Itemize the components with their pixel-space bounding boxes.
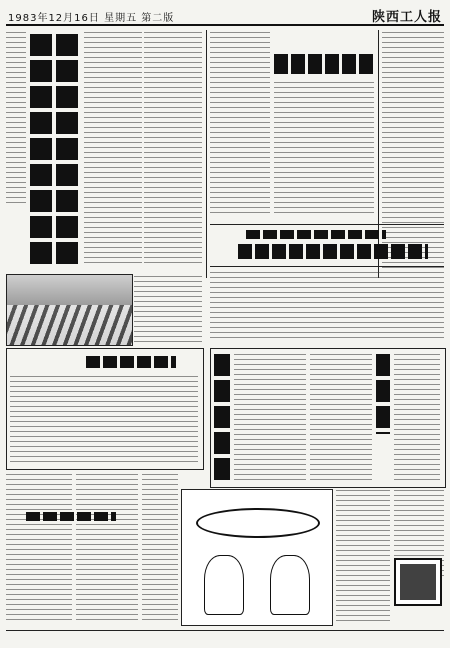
left-article-body-a xyxy=(84,32,142,264)
mid-right-vertical-headline xyxy=(214,354,230,480)
top-center-headline xyxy=(274,54,374,74)
center-banner-headline xyxy=(238,244,428,259)
greenhouse-photo xyxy=(6,274,133,346)
page-bottom-rule xyxy=(6,630,444,631)
cartoon-title-bubble xyxy=(196,508,320,538)
newspaper-page xyxy=(6,4,444,642)
center-banner-kicker xyxy=(246,230,386,239)
photo-caption xyxy=(134,276,202,344)
left-vertical-headline-1 xyxy=(30,34,52,264)
newspaper-seal-icon xyxy=(394,558,442,606)
center-article-body xyxy=(210,272,444,342)
banner-bottom-rule xyxy=(210,266,444,267)
left-vertical-headline-2 xyxy=(56,34,78,264)
masthead xyxy=(6,6,444,26)
greenhouse-roofs xyxy=(7,305,132,345)
paper-name: 陕西工人报 xyxy=(371,10,442,25)
center-left-headline xyxy=(86,356,176,368)
top-center-body-a xyxy=(210,32,270,217)
mid-right-vertical-headline-2 xyxy=(376,354,390,434)
top-center-body-b xyxy=(274,82,374,217)
left-article-lead xyxy=(6,32,26,207)
top-right-body xyxy=(382,32,444,272)
banner-top-rule xyxy=(210,224,444,225)
lower-left-body-b xyxy=(76,474,138,624)
column-divider xyxy=(206,30,207,278)
lower-left-subheadline xyxy=(26,512,116,521)
right-column-divider xyxy=(378,30,379,278)
lower-right-body-a xyxy=(336,490,390,624)
mid-right-body-a xyxy=(234,354,306,480)
cartoon-figure-right xyxy=(270,555,310,615)
mid-right-body-c xyxy=(394,354,440,480)
lower-left-body-c xyxy=(142,474,178,624)
date-line: 1983年12月16日 星期五 第二版 xyxy=(8,13,175,24)
center-left-article-body xyxy=(10,376,198,464)
left-article-body-b xyxy=(144,32,202,264)
seal-inner xyxy=(400,564,436,600)
cartoon xyxy=(181,489,333,626)
mid-right-body-b xyxy=(310,354,372,480)
cartoon-figure-left xyxy=(204,555,244,615)
lower-left-body-a xyxy=(6,474,72,624)
